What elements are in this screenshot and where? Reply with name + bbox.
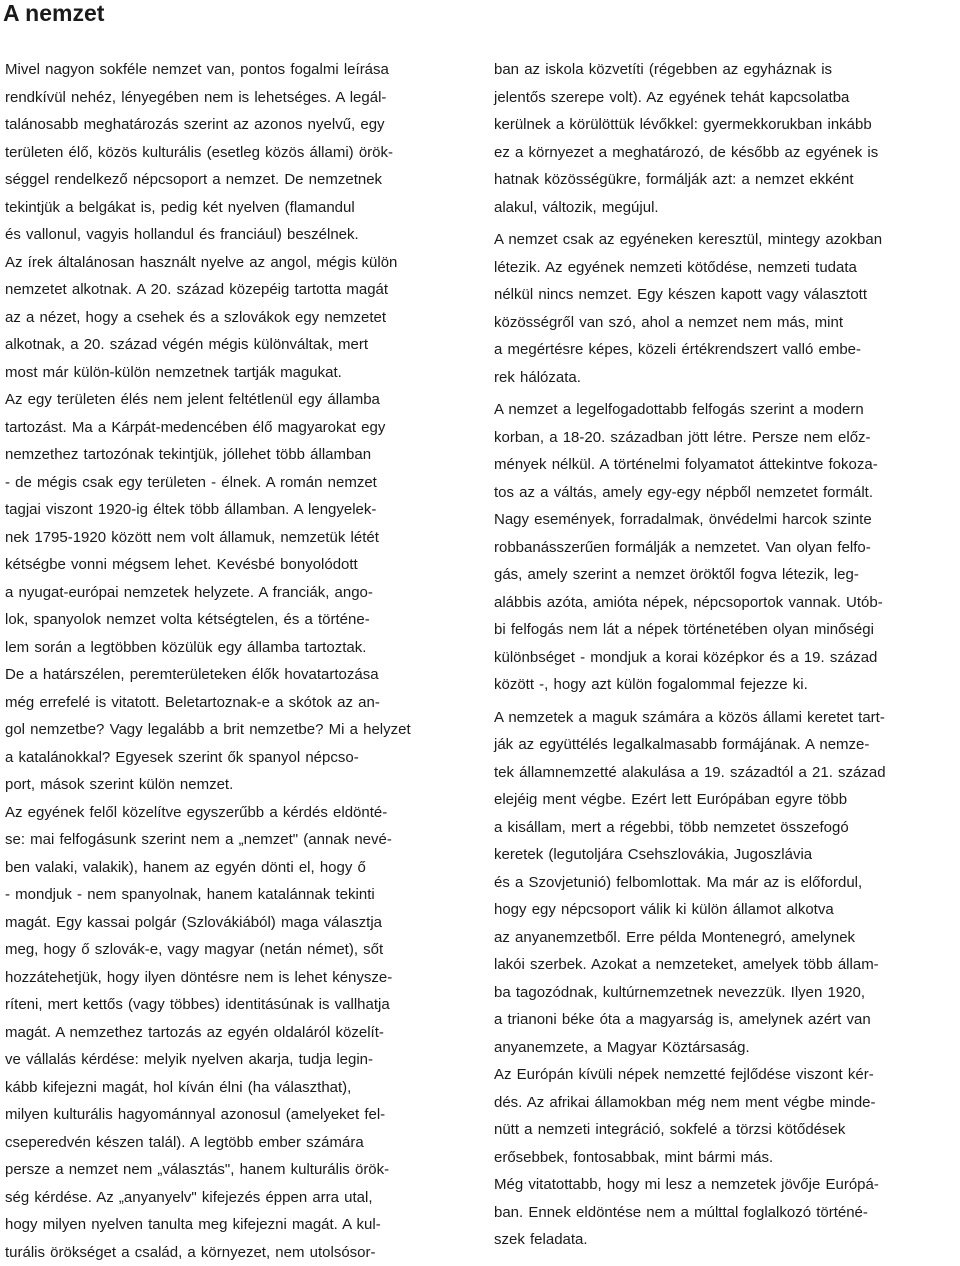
text-line: ben valaki, valakik), hanem az egyén dönti el, hogy ő: [5, 854, 473, 882]
text-line: erősebbek, fontosabbak, mint bármi más.: [494, 1144, 959, 1172]
text-line: hogy milyen nyelven tanulta meg kifejezni magát. A kul-: [5, 1211, 473, 1239]
text-line: Az egyének felől közelítve egyszerűbb a kérdés eldönté-: [5, 799, 473, 827]
text-line: nütt a nemzeti integráció, sokfelé a törzsi kötődések: [494, 1116, 959, 1144]
text-line: és vallonul, vagyis hollandul és franciául) beszélnek.: [5, 221, 473, 249]
text-line: Mivel nagyon sokféle nemzet van, pontos fogalmi leírása: [5, 56, 473, 84]
text-line: ban. Ennek eldöntése nem a múlttal foglalkozó történé-: [494, 1199, 959, 1227]
text-line: lok, spanyolok nemzet volta kétségtelen, és a történe-: [5, 606, 473, 634]
left-column: [5, 56, 473, 1266]
text-line: nélkül nincs nemzet. Egy készen kapott vagy választott: [494, 281, 959, 309]
text-line: kább kifejezni magát, hol kíván élni (ha választhat),: [5, 1074, 473, 1102]
text-line: különbséget - mondjuk a korai középkor és a 19. század: [494, 644, 959, 672]
text-line: hatnak közösségükre, formálják azt: a nemzet ekként: [494, 166, 959, 194]
text-line: kétségbe vonni mégsem lehet. Kevésbé bonyolódott: [5, 551, 473, 579]
text-line: dés. Az afrikai államokban még nem ment végbe minde-: [494, 1089, 959, 1117]
text-line: se: mai felfogásunk szerint nem a „nemzet" (annak nevé-: [5, 826, 473, 854]
text-line: a katalánokkal? Egyesek szerint ők spanyol népcso-: [5, 744, 473, 772]
text-line: ban az iskola közvetíti (régebben az egyháznak is: [494, 56, 959, 84]
right-column: [494, 56, 959, 1254]
text-line: és a Szovjetunió) felbomlottak. Ma már az is előfordul,: [494, 869, 959, 897]
text-line: jelentős szerepe volt). Az egyének tehát kapcsolatba: [494, 84, 959, 112]
text-line: tekintjük a belgákat is, pedig két nyelven (flamandul: [5, 194, 473, 222]
text-line: milyen kulturális hagyománnyal azonosul (amelyeket fel-: [5, 1101, 473, 1129]
text-line: tos az a váltás, amely egy-egy népből nemzetet formált.: [494, 479, 959, 507]
text-line: Még vitatottabb, hogy mi lesz a nemzetek jövője Európá-: [494, 1171, 959, 1199]
text-line: tartozást. Ma a Kárpát-medencében élő magyarokat egy: [5, 414, 473, 442]
text-line: mények nélkül. A történelmi folyamatot áttekintve fokoza-: [494, 451, 959, 479]
text-line: az anyanemzetből. Erre példa Montenegró, amelynek: [494, 924, 959, 952]
text-line: séggel rendelkező népcsoport a nemzet. De nemzetnek: [5, 166, 473, 194]
text-line: persze a nemzet nem „választás", hanem kulturális örök-: [5, 1156, 473, 1184]
text-line: meg, hogy ő szlovák-e, vagy magyar (netán német), sőt: [5, 936, 473, 964]
text-line: robbanásszerűen formálják a nemzetet. Van olyan felfo-: [494, 534, 959, 562]
text-line: gol nemzetbe? Vagy legalább a brit nemzetbe? Mi a helyzet: [5, 716, 473, 744]
text-line: alkotnak, a 20. század végén mégis különváltak, mert: [5, 331, 473, 359]
text-line: szek feladata.: [494, 1226, 959, 1254]
text-line: hogy egy népcsoport válik ki külön államot alkotva: [494, 896, 959, 924]
text-line: A nemzet csak az egyéneken keresztül, mintegy azokban: [494, 226, 959, 254]
text-line: kerülnek a körülöttük lévőkkel: gyermekkorukban inkább: [494, 111, 959, 139]
text-line: gás, amely szerint a nemzet öröktől fogva létezik, leg-: [494, 561, 959, 589]
text-line: De a határszélen, peremterületeken élők hovatartozása: [5, 661, 473, 689]
text-line: a kisállam, mert a régebbi, több nemzetet összefogó: [494, 814, 959, 842]
text-line: elejéig ment végbe. Ezért lett Európában egyre több: [494, 786, 959, 814]
text-line: turális örökséget a család, a környezet, nem utolsósor-: [5, 1239, 473, 1266]
text-line: - de mégis csak egy területen - élnek. A román nemzet: [5, 469, 473, 497]
text-line: A nemzetek a maguk számára a közös állami keretet tart-: [494, 704, 959, 732]
text-line: ve vállalás kérdése: melyik nyelven akarja, tudja legin-: [5, 1046, 473, 1074]
text-line: Az írek általánosan használt nyelve az angol, mégis külön: [5, 249, 473, 277]
text-line: korban, a 18-20. században jött létre. Persze nem előz-: [494, 424, 959, 452]
text-line: a megértésre képes, közeli értékrendszert valló embe-: [494, 336, 959, 364]
text-line: rek hálózata.: [494, 364, 959, 392]
text-line: cseperedvén készen talál). A legtöbb ember számára: [5, 1129, 473, 1157]
text-line: magát. A nemzethez tartozás az egyén oldaláról közelít-: [5, 1019, 473, 1047]
text-line: most már külön-külön nemzetnek tartják magukat.: [5, 359, 473, 387]
page-title: A nemzet: [3, 0, 104, 26]
text-line: keretek (legutoljára Csehszlovákia, Jugoszlávia: [494, 841, 959, 869]
text-line: ríteni, mert kettős (vagy többes) identitásúnak is vallhatja: [5, 991, 473, 1019]
text-line: talánosabb meghatározás szerint az azonos nyelvű, egy: [5, 111, 473, 139]
text-line: Nagy események, forradalmak, önvédelmi harcok szinte: [494, 506, 959, 534]
text-line: ség kérdése. Az „anyanyelv" kifejezés éppen arra utal,: [5, 1184, 473, 1212]
text-line: alábbis azóta, amióta népek, népcsoportok vannak. Utób-: [494, 589, 959, 617]
text-line: port, mások szerint külön nemzet.: [5, 771, 473, 799]
text-line: Az Európán kívüli népek nemzetté fejlődése viszont kér-: [494, 1061, 959, 1089]
text-line: nemzetet alkotnak. A 20. század közepéig tartotta magát: [5, 276, 473, 304]
text-line: - mondjuk - nem spanyolnak, hanem katalánnak tekinti: [5, 881, 473, 909]
text-line: nemzethez tartozónak tekintjük, jóllehet több államban: [5, 441, 473, 469]
text-line: még errefelé is vitatott. Beletartoznak-e a skótok az an-: [5, 689, 473, 717]
text-line: között -, hogy azt külön fogalommal fejezze ki.: [494, 671, 959, 699]
text-line: A nemzet a legelfogadottabb felfogás szerint a modern: [494, 396, 959, 424]
text-line: alakul, változik, megújul.: [494, 194, 959, 222]
text-line: közösségről van szó, ahol a nemzet nem más, mint: [494, 309, 959, 337]
text-line: rendkívül nehéz, lényegében nem is lehetséges. A legál-: [5, 84, 473, 112]
text-line: az a nézet, hogy a csehek és a szlovákok egy nemzetet: [5, 304, 473, 332]
text-line: anyanemzete, a Magyar Köztársaság.: [494, 1034, 959, 1062]
text-line: területen élő, közös kulturális (esetleg közös állami) örök-: [5, 139, 473, 167]
text-line: a nyugat-európai nemzetek helyzete. A franciák, ango-: [5, 579, 473, 607]
text-line: lakói szerbek. Azokat a nemzeteket, amelyek több állam-: [494, 951, 959, 979]
text-line: ják az együttélés legalkalmasabb formájának. A nemze-: [494, 731, 959, 759]
text-line: ez a környezet a meghatározó, de később az egyének is: [494, 139, 959, 167]
text-line: tek államnemzetté alakulása a 19. századtól a 21. század: [494, 759, 959, 787]
text-line: a trianoni béke óta a magyarság is, amelynek azért van: [494, 1006, 959, 1034]
text-line: Az egy területen élés nem jelent feltétlenül egy államba: [5, 386, 473, 414]
text-line: magát. Egy kassai polgár (Szlovákiából) maga választja: [5, 909, 473, 937]
text-line: nek 1795-1920 között nem volt államuk, nemzetük létét: [5, 524, 473, 552]
text-line: tagjai viszont 1920-ig éltek több államban. A lengyelek-: [5, 496, 473, 524]
text-line: hozzátehetjük, hogy ilyen döntésre nem is lehet kénysze-: [5, 964, 473, 992]
text-line: lem során a legtöbben közülük egy államba tartoztak.: [5, 634, 473, 662]
text-line: ba tagozódnak, kultúrnemzetnek nevezzük. Ilyen 1920,: [494, 979, 959, 1007]
text-line: bi felfogás nem lát a népek történetében olyan minőségi: [494, 616, 959, 644]
text-line: létezik. Az egyének nemzeti kötődése, nemzeti tudata: [494, 254, 959, 282]
